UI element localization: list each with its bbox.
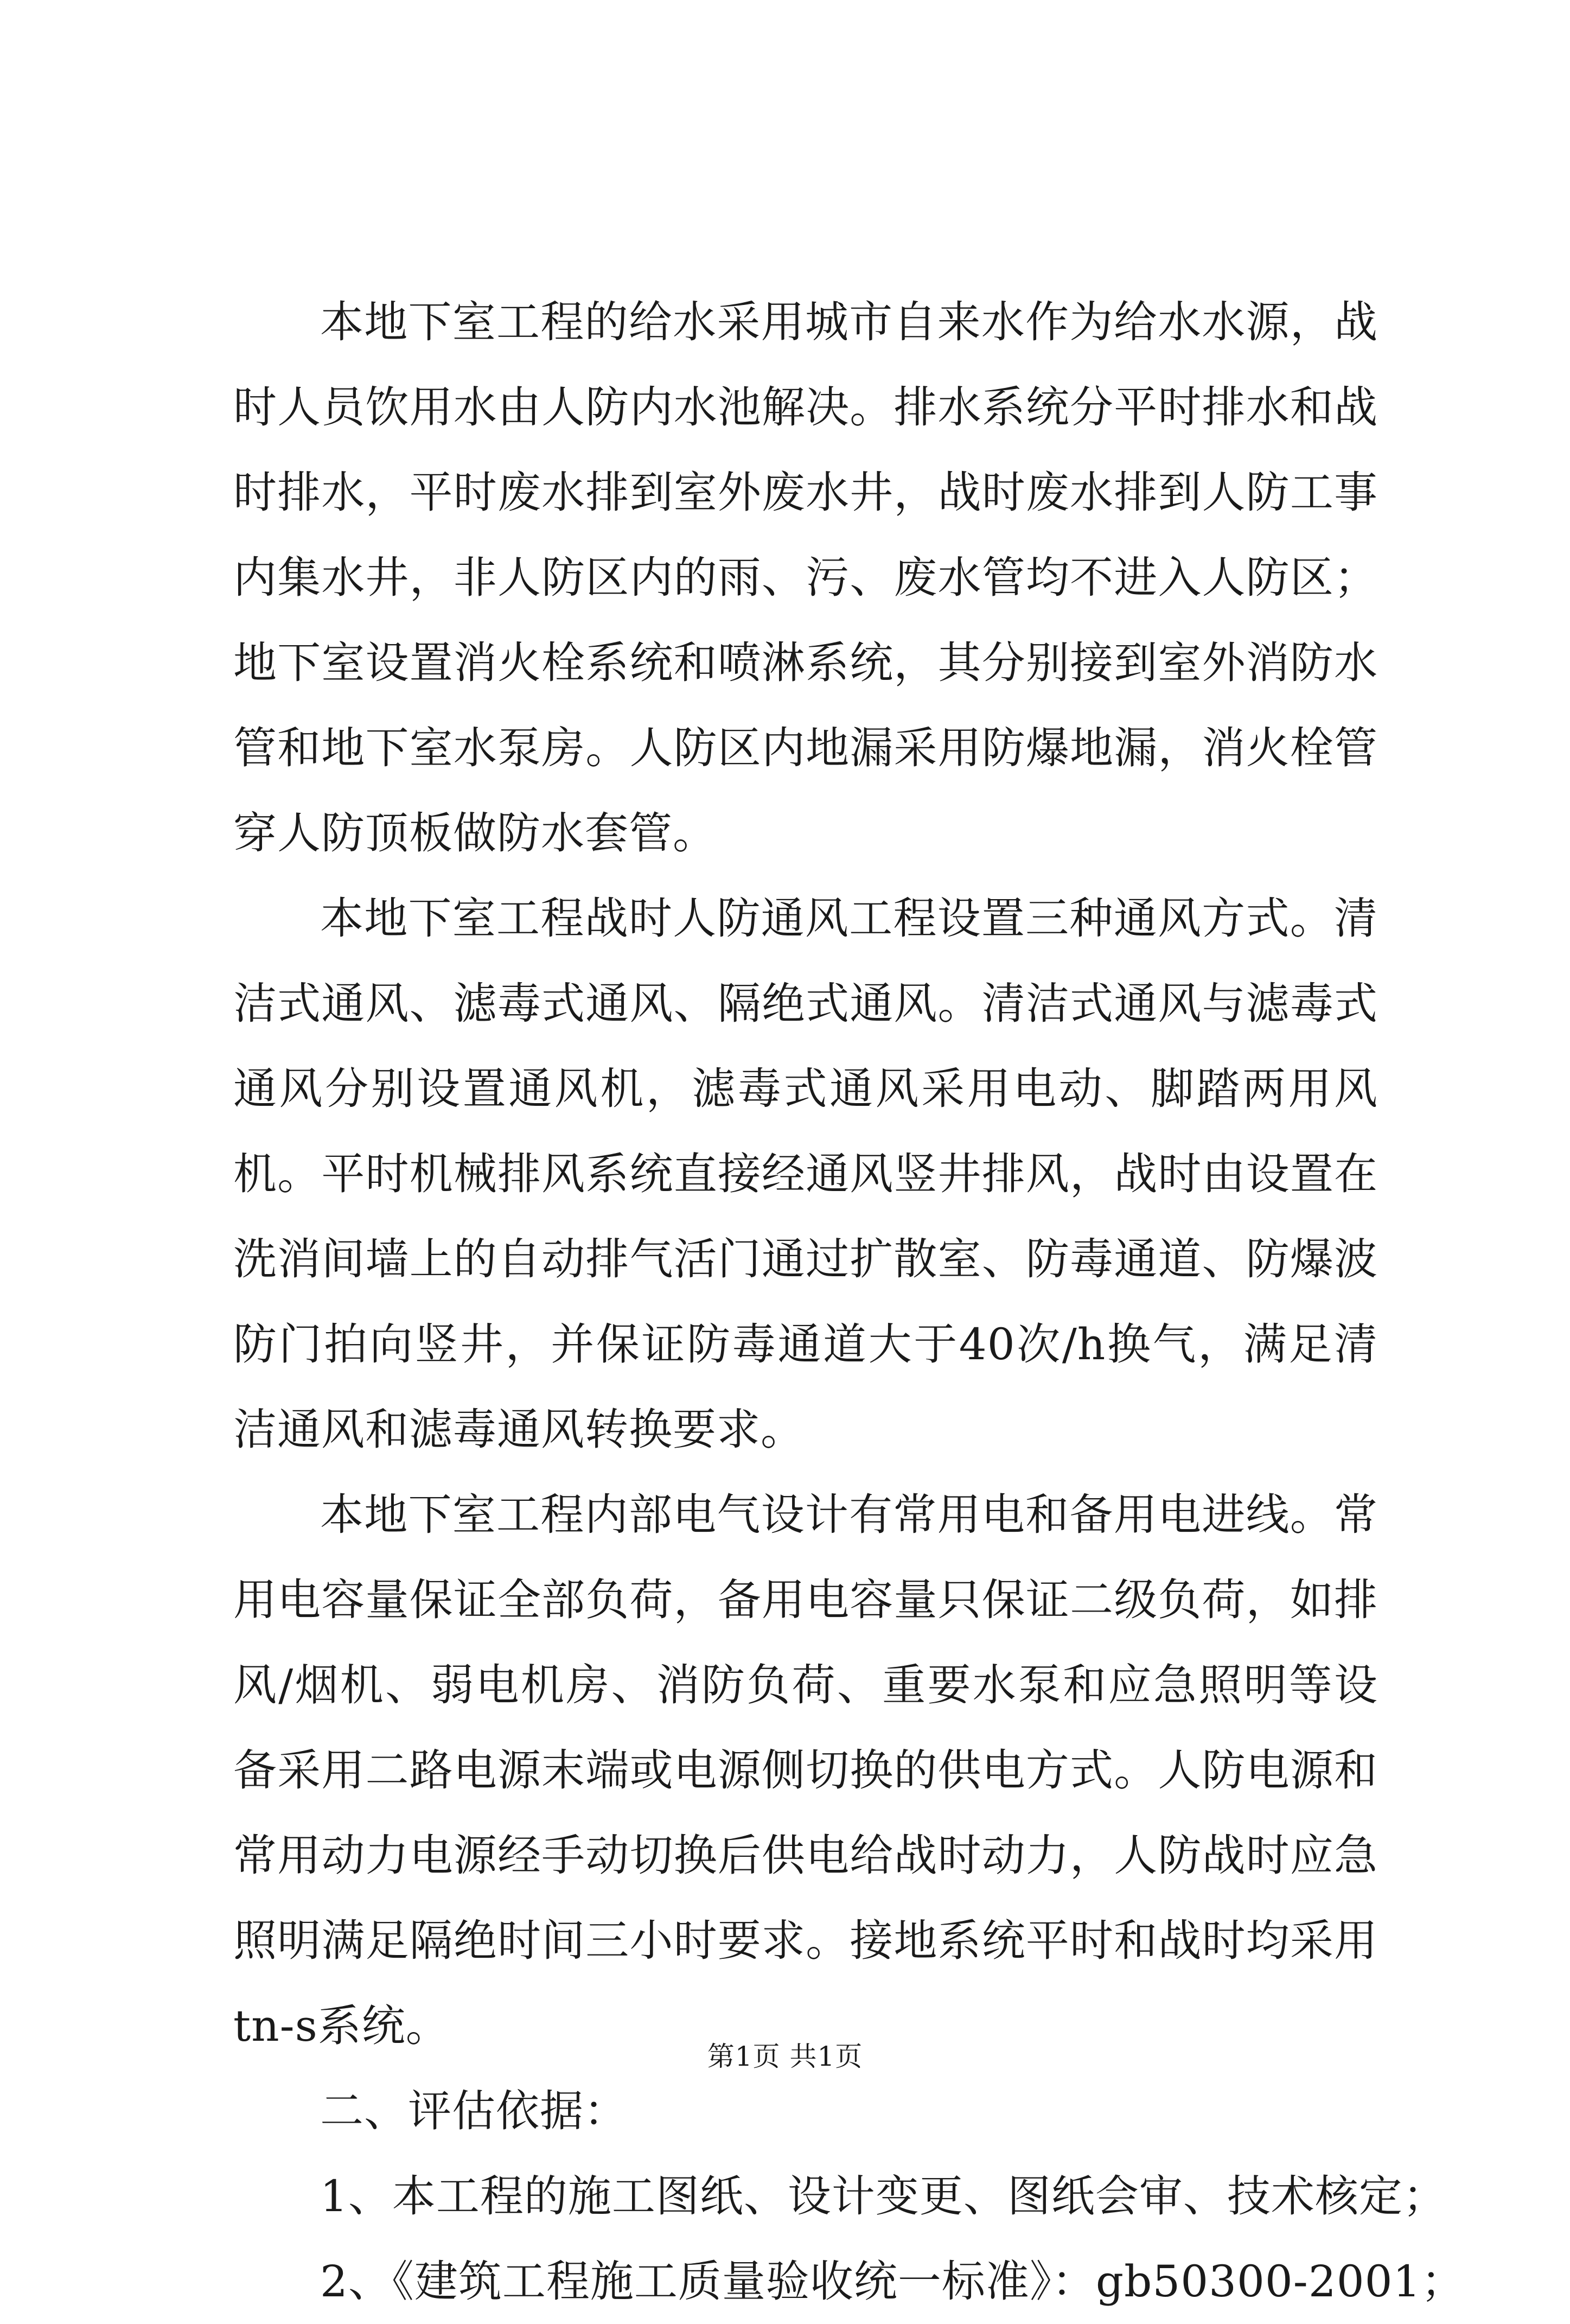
paragraph-ventilation: 本地下室工程战时人防通风工程设置三种通风方式。清洁式通风、滤毒式通风、隔绝式通风。清洁式通风与滤毒式通风分别设置通风机，滤毒式通风采用电动、脚踏两用风机。平时机械排风系统直接经通风竖井排风，战时由设置在洗消间墙上的自动排气活门通过扩散室、防毒通道、防爆波防门拍向竖井，并保证防毒通道大于40次/h换气，满足清洁通风和滤毒通风转换要求。 xyxy=(233,893,1378,1455)
paragraph-electrical: 本地下室工程内部电气设计有常用电和备用电进线。常用电容量保证全部负荷，备用电容量只保证二级负荷，如排风/烟机、弱电机房、消防负荷、重要水泵和应急照明等设备采用二路电源末端或电源侧切换的供电方式。人防电源和常用动力电源经手动切换后供电给战时动力，人防战时应急照明满足隔绝时间三小时要求。接地系统平时和战时均采用tn-s系统。 xyxy=(233,1489,1378,2051)
document-body xyxy=(233,279,1465,2324)
list-item: 2、《建筑工程施工质量验收统一标准》：gb50300-2001； xyxy=(320,2256,1465,2307)
page-footer: 第1页 共1页 xyxy=(707,2041,863,2072)
section-heading: 二、评估依据： xyxy=(320,2086,628,2136)
paragraph-water-supply: 本地下室工程的给水采用城市自来水作为给水水源，战时人员饮用水由人防内水池解决。排水系统分平时排水和战时排水，平时废水排到室外废水井，战时废水排到人防工事内集水井，非人防区内的雨、污、废水管均不进入人防区；地下室设置消火栓系统和喷淋系统，其分别接到室外消防水管和地下室水泵房。人防区内地漏采用防爆地漏，消火栓管穿人防顶板做防水套管。 xyxy=(233,297,1378,858)
list-item: 1、本工程的施工图纸、设计变更、图纸会审、技术核定； xyxy=(320,2171,1447,2221)
